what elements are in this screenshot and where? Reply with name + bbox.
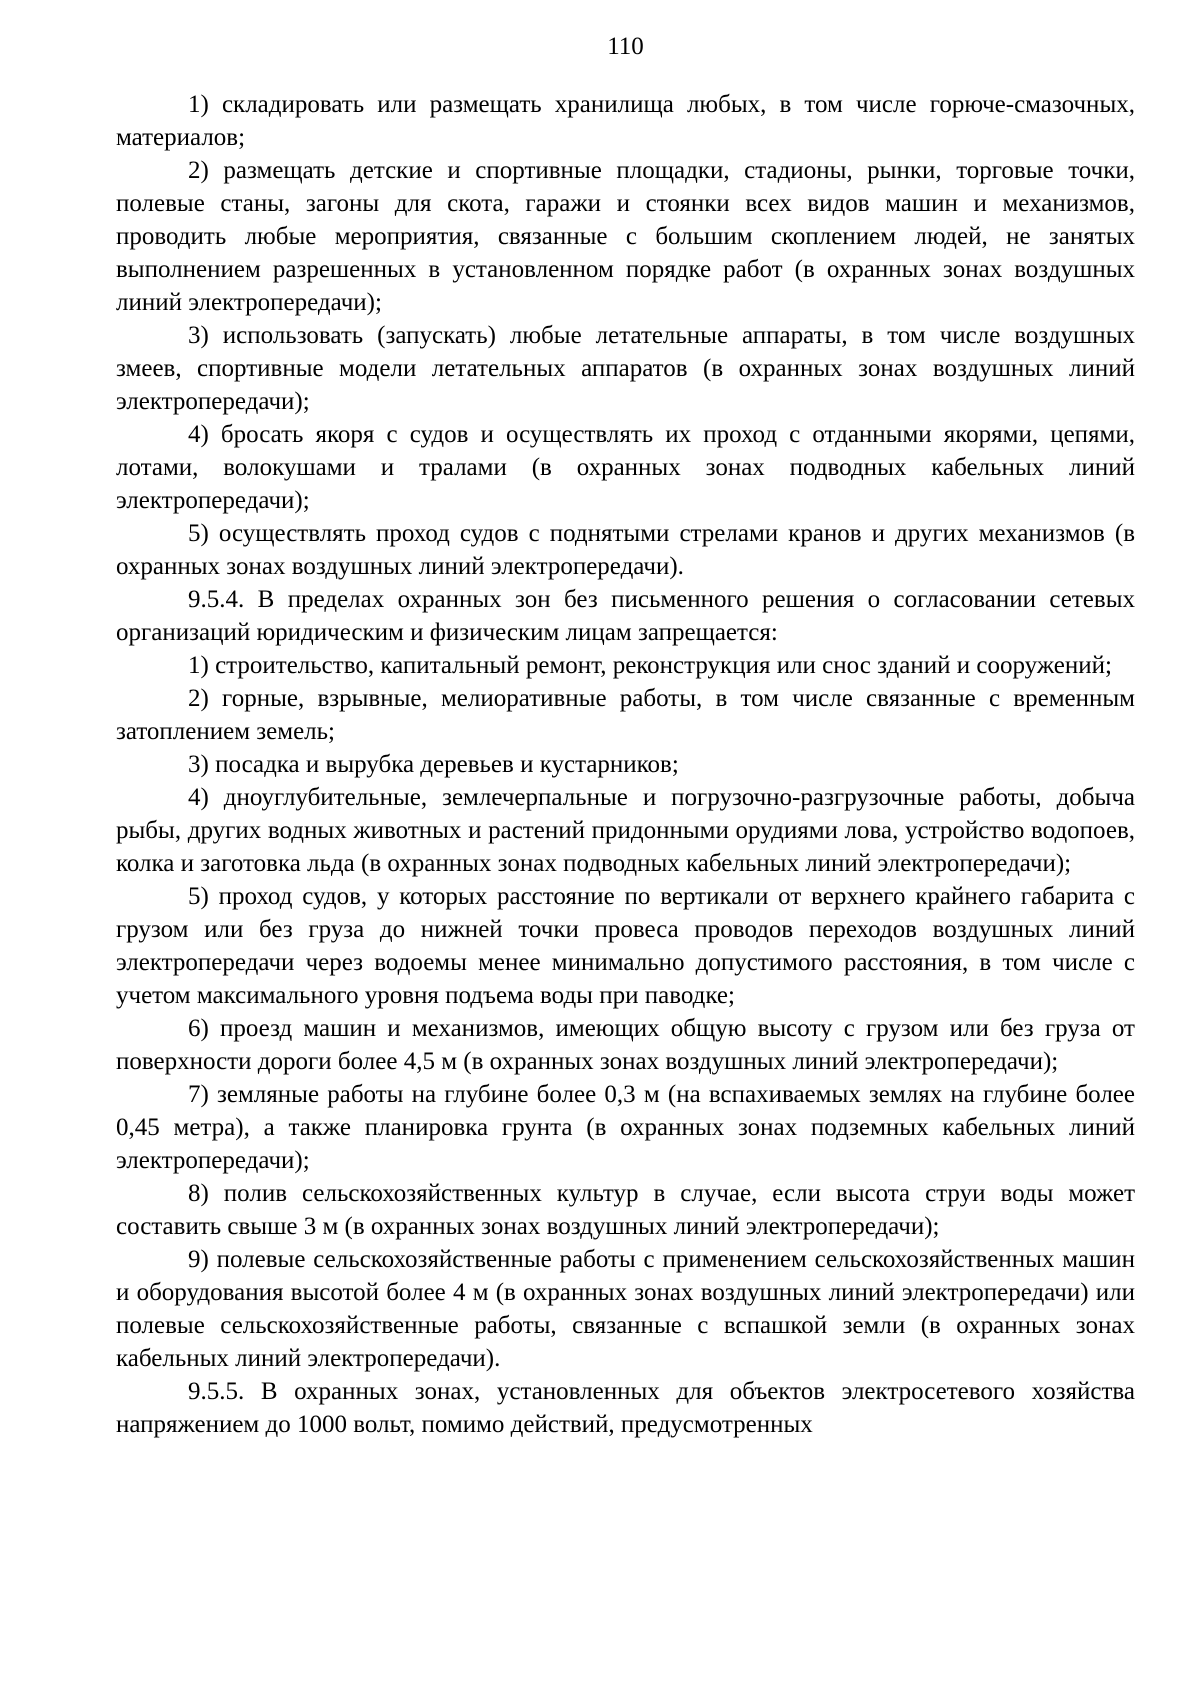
paragraph: 5) проход судов, у которых расстояние по вертикали от верхнего крайнего габарита с грузом или без груза до нижней точки провеса проводов переходов воздушных линий электропередачи через водоемы менее минимально допустимого расстояния, в том числе с учетом максимального уровня подъема воды при паводке; <box>116 883 1135 1009</box>
paragraph: 2) горные, взрывные, мелиоративные работы, в том числе связанные с временным затоплением земель; <box>116 685 1135 745</box>
paragraph: 1) строительство, капитальный ремонт, реконструкция или снос зданий и сооружений; <box>188 652 1112 679</box>
paragraph: 3) посадка и вырубка деревьев и кустарников; <box>188 751 679 778</box>
paragraph: 4) бросать якоря с судов и осуществлять их проход с отданными якорями, цепями, лотами, волокушами и тралами (в охранных зонах подводных кабельных линий электропередачи); <box>116 421 1135 514</box>
paragraph: 2) размещать детские и спортивные площадки, стадионы, рынки, торговые точки, полевые станы, загоны для скота, гаражи и стоянки всех видов машин и механизмов, проводить любые мероприятия, связанные с большим скоплением людей, не занятых выполнением разрешенных в установленном порядке работ (в охранных зонах воздушных линий электропередачи); <box>116 157 1135 316</box>
section-paragraph: 9.5.4. В пределах охранных зон без письменного решения о согласовании сетевых организаций юридическим и физическим лицам запрещается: <box>116 586 1135 646</box>
document-body <box>116 88 1135 1441</box>
paragraph: 6) проезд машин и механизмов, имеющих общую высоту с грузом или без груза от поверхности дороги более 4,5 м (в охранных зонах воздушных линий электропередачи); <box>116 1015 1135 1075</box>
paragraph: 8) полив сельскохозяйственных культур в случае, если высота струи воды может составить свыше 3 м (в охранных зонах воздушных линий электропередачи); <box>116 1180 1135 1240</box>
paragraph: 1) складировать или размещать хранилища любых, в том числе горюче-смазочных, материалов; <box>116 91 1135 151</box>
paragraph: 3) использовать (запускать) любые летательные аппараты, в том числе воздушных змеев, спортивные модели летательных аппаратов (в охранных зонах воздушных линий электропередачи); <box>116 322 1135 415</box>
section-paragraph: 9.5.5. В охранных зонах, установленных для объектов электросетевого хозяйства напряжением до 1000 вольт, помимо действий, предусмотренных <box>116 1378 1135 1438</box>
page-number: 110 <box>607 33 644 60</box>
paragraph: 9) полевые сельскохозяйственные работы с применением сельскохозяйственных машин и оборудования высотой более 4 м (в охранных зонах воздушных линий электропередачи) или полевые сельскохозяйственные работы, связанные с вспашкой земли (в охранных зонах кабельных линий электропередачи). <box>116 1246 1135 1372</box>
paragraph: 4) дноуглубительные, землечерпальные и погрузочно-разгрузочные работы, добыча рыбы, других водных животных и растений придонными орудиями лова, устройство водопоев, колка и заготовка льда (в охранных зонах подводных кабельных линий электропередачи); <box>116 784 1135 877</box>
paragraph: 5) осуществлять проход судов с поднятыми стрелами кранов и других механизмов (в охранных зонах воздушных линий электропередачи). <box>116 520 1135 580</box>
paragraph: 7) земляные работы на глубине более 0,3 м (на вспахиваемых землях на глубине более 0,45 метра), а также планировка грунта (в охранных зонах подземных кабельных линий электропередачи); <box>116 1081 1135 1174</box>
